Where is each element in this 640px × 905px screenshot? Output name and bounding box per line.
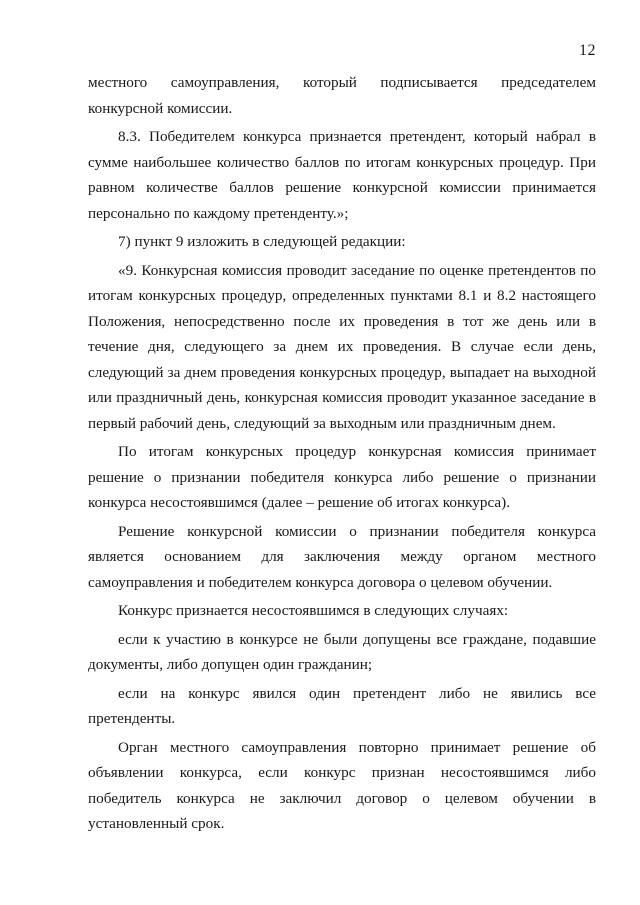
paragraph-8-3: 8.3. Победителем конкурса признается претендент, который набрал в сумме наибольшее количество баллов по итогам конкурсных процедур. При равном количестве баллов решение конкурсной комиссии принимается персонально по каждому претенденту.»;	[88, 128, 596, 222]
paragraph-9: «9. Конкурсная комиссия проводит заседание по оценке претендентов по итогам конкурсных процедур, определенных пунктами 8.1 и 8.2 настоящего Положения, непосредственно после их проведения в тот же день или в течение дня, следующего за днем их проведения. В случае если день, следующий за днем проведения конкурсных процедур, выпадает на выходной или праздничный день, конкурсная комиссия проводит указанное заседание в первый рабочий день, следующий за выходным или праздничным днем.	[88, 261, 596, 432]
paragraph-amendment-7: 7) пункт 9 изложить в следующей редакции:	[118, 233, 406, 250]
paragraph-decision-basis: Решение конкурсной комиссии о признании победителя конкурса является основанием для заключения между органом местного самоуправления и победителем конкурса договора о целевом обучении.	[88, 522, 596, 591]
paragraph-case-not-admitted: если к участию в конкурсе не были допущены все граждане, подавшие документы, либо допущен один гражданин;	[88, 630, 596, 673]
document-body	[88, 70, 596, 840]
paragraph-results: По итогам конкурсных процедур конкурсная комиссия принимает решение о признании победителя конкурса либо решение о признании конкурса несостоявшимся (далее – решение об итогах конкурса).	[88, 443, 596, 511]
paragraph-failed-cases-intro: Конкурс признается несостоявшимся в следующих случаях:	[118, 602, 509, 619]
paragraph-continuation: местного самоуправления, который подписывается председателем конкурсной комиссии.	[88, 74, 596, 117]
paragraph-repeat-announcement: Орган местного самоуправления повторно принимает решение об объявлении конкурса, если конкурс признан несостоявшимся либо победитель конкурса не заключил договор о целевом обучении в установленный срок.	[88, 738, 596, 832]
paragraph-case-one-applicant: если на конкурс явился один претендент либо не явились все претенденты.	[88, 684, 596, 727]
page-number: 12	[579, 42, 596, 59]
